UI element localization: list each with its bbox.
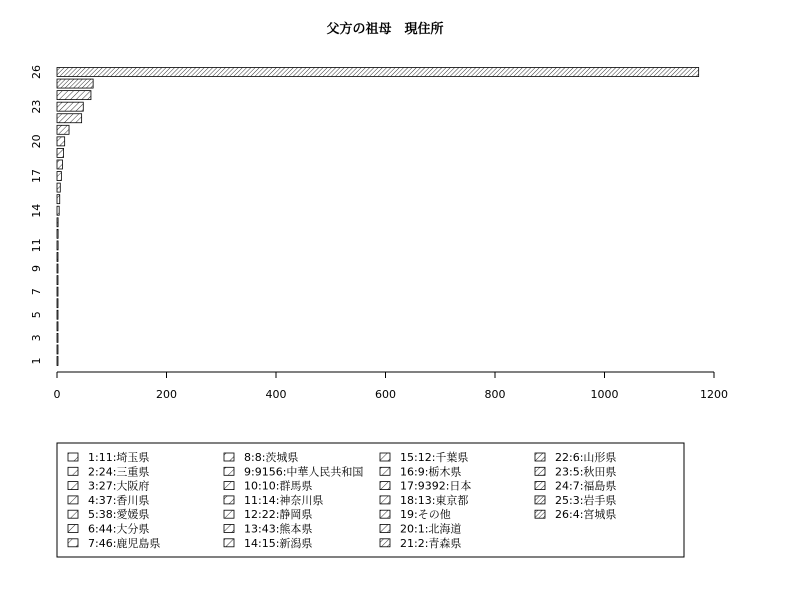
legend-swatch [224,496,234,504]
bar-18 [57,160,62,169]
legend-swatch [380,453,390,461]
x-axis [54,372,729,401]
legend-swatch [535,467,545,475]
legend-label: 3:27:大阪府 [88,479,150,493]
legend-swatch [535,496,545,504]
y-tick-label: 26 [30,65,43,79]
legend-swatch [68,510,78,518]
y-tick-label: 17 [30,169,43,184]
y-axis [30,65,43,365]
legend-label: 20:1:北海道 [400,522,462,536]
bar-16 [57,183,60,192]
y-tick-label: 14 [30,203,43,218]
legend-swatch [224,482,234,490]
legend-label: 1:11:埼玉県 [88,451,150,464]
y-tick-label: 3 [30,334,43,342]
legend-label: 26:4:宮城県 [555,508,617,522]
y-tick-label: 1 [30,357,43,365]
legend-label: 10:10:群馬県 [244,479,313,493]
legend-swatch [380,496,390,504]
legend-label: 12:22:静岡県 [244,508,313,522]
legend-label: 2:24:三重県 [88,465,150,479]
legend-swatch [68,525,78,533]
legend-swatch [68,539,78,547]
bar-3 [57,333,58,342]
legend-swatch [224,539,234,547]
x-tick-label: 200 [156,388,177,401]
bar-5 [57,310,58,319]
legend-swatch [380,467,390,475]
legend-swatch [68,482,78,490]
bar-8 [57,276,58,285]
bar-7 [57,287,58,296]
bar-6 [57,299,58,308]
legend-label: 7:46:鹿児島県 [88,536,161,550]
legend-label: 14:15:新潟県 [244,536,313,550]
bar-4 [57,322,58,331]
x-tick-label: 1200 [700,388,728,401]
legend-label: 6:44:大分県 [88,522,150,536]
bars-group [57,68,699,366]
x-tick-label: 1000 [590,388,619,401]
y-tick-label: 7 [30,288,43,296]
legend-swatch [380,482,390,490]
legend-label: 21:2:青森県 [400,536,462,550]
legend-label: 13:43:熊本県 [244,522,313,536]
legend [57,443,684,557]
legend-label: 5:38:愛媛県 [88,508,150,522]
bar-10 [57,252,58,261]
bar-26 [57,68,699,77]
x-tick-label: 0 [53,388,61,401]
legend-label: 11:14:神奈川県 [244,493,324,507]
x-tick-label: 600 [375,388,396,401]
legend-swatch [535,453,545,461]
legend-swatch [224,467,234,475]
bar-25 [57,79,93,88]
bar-21 [57,125,69,134]
bar-2 [57,345,58,354]
x-tick-label: 800 [484,388,506,401]
bar-15 [57,195,60,204]
y-tick-label: 9 [30,265,43,273]
bar-14 [57,206,59,215]
bar-13 [57,218,58,227]
legend-label: 17:9392:日本 [400,479,472,493]
legend-swatch [224,525,234,533]
y-tick-label: 23 [30,99,43,114]
legend-swatch [380,539,390,547]
bar-17 [57,172,61,181]
y-tick-label: 11 [30,238,43,253]
legend-swatch [535,510,545,518]
legend-swatch [224,453,234,461]
bar-20 [57,137,65,146]
legend-label: 19:その他 [400,508,451,522]
bar-12 [57,229,58,238]
y-tick-label: 20 [30,134,43,149]
bar-22 [57,114,82,123]
legend-swatch [68,496,78,504]
legend-swatch [68,467,78,475]
legend-swatch [224,510,234,518]
bar-24 [57,91,91,100]
legend-label: 24:7:福島県 [555,479,617,493]
bar-1 [57,357,58,366]
bar-11 [57,241,58,250]
chart-title: 父方の祖母 現住所 [326,22,444,37]
legend-swatch [535,482,545,490]
bar-23 [57,102,83,111]
legend-label: 15:12:千葉県 [400,451,469,464]
legend-label: 9:9156:中華人民共和国 [244,465,364,479]
bar-9 [57,264,58,273]
legend-label: 22:6:山形県 [555,451,617,464]
x-tick-label: 400 [265,388,287,401]
legend-label: 18:13:東京都 [400,493,469,507]
legend-label: 16:9:栃木県 [400,465,462,479]
legend-label: 8:8:茨城県 [244,451,299,464]
legend-label: 25:3:岩手県 [555,493,617,507]
legend-swatch [68,453,78,461]
legend-swatch [380,510,390,518]
legend-label: 23:5:秋田県 [555,465,617,479]
y-tick-label: 5 [30,311,43,319]
legend-label: 4:37:香川県 [88,493,150,507]
legend-swatch [380,525,390,533]
bar-19 [57,148,64,157]
